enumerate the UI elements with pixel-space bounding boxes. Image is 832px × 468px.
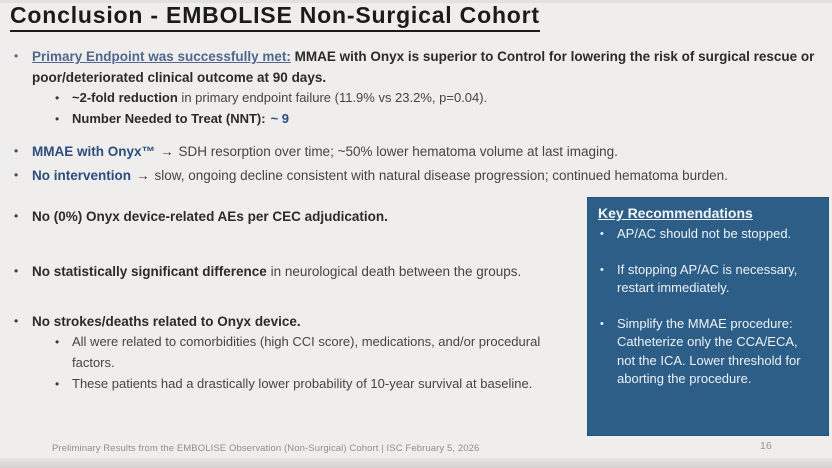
no-intervention-lead: No intervention bbox=[32, 168, 132, 183]
nnt-value: ~ 9 bbox=[270, 111, 290, 126]
primary-endpoint-statement: MMAE with Onyx is superior to Control for lowering the risk of surgical rescue or poor/deteriorated clinical outcome at 90 days. bbox=[32, 49, 815, 85]
slide-bottom-edge bbox=[0, 458, 832, 468]
recommendation-apac: AP/AC should not be stopped. bbox=[617, 226, 792, 241]
bullet-icon: • bbox=[14, 264, 19, 278]
bullet-icon: • bbox=[14, 209, 19, 223]
bullet-mmae-onyx bbox=[14, 141, 618, 162]
no-intervention-outcome: slow, ongoing decline consistent with natural disease progression; continued hematoma burden. bbox=[154, 168, 728, 183]
no-strokes-statement: No strokes/deaths related to Onyx device. bbox=[32, 314, 301, 329]
page-number: 16 bbox=[760, 440, 772, 452]
slide-footer: Preliminary Results from the EMBOLISE Observation (Non-Surgical) Cohort | ISC February 5, 2026 bbox=[52, 443, 480, 454]
bullet-icon: • bbox=[600, 228, 604, 240]
sub-bullet-comorbidities bbox=[55, 332, 542, 373]
arrow-icon: → bbox=[136, 168, 150, 183]
key-recommendation-item bbox=[598, 225, 818, 244]
recommendation-restart: If stopping AP/AC is necessary, restart immediately. bbox=[617, 261, 798, 295]
comorbidities-detail: All were related to comorbidities (high CCI score), medications, and/or procedural factors. bbox=[72, 334, 541, 370]
bullet-no-intervention bbox=[14, 165, 728, 186]
no-aes-statement: No (0%) Onyx device-related AEs per CEC adjudication. bbox=[32, 209, 388, 224]
reduction-detail: in primary endpoint failure (11.9% vs 23.2%, p=0.04). bbox=[177, 90, 488, 105]
sub-bullet-nnt bbox=[55, 109, 289, 130]
primary-endpoint-lead: Primary Endpoint was successfully met: bbox=[32, 49, 291, 64]
bullet-icon: • bbox=[600, 317, 604, 330]
bullet-icon: • bbox=[55, 91, 60, 105]
key-recommendations-box bbox=[588, 198, 828, 435]
recommendation-simplify: Simplify the MMAE procedure: Catheterize only the CCA/ECA, not the ICA. Lower threshold for aborting the procedure. bbox=[617, 315, 801, 386]
bullet-icon: • bbox=[14, 314, 19, 328]
bullet-no-aes bbox=[14, 206, 388, 227]
mmae-onyx-lead: MMAE with Onyx™ bbox=[32, 144, 156, 159]
bullet-icon: • bbox=[600, 263, 604, 276]
bullet-icon: • bbox=[55, 112, 60, 126]
reduction-bold: ~2-fold reduction bbox=[72, 90, 178, 105]
slide-title bbox=[10, 2, 540, 32]
sub-bullet-survival bbox=[55, 374, 542, 395]
survival-detail: These patients had a drastically lower probability of 10-year survival at baseline. bbox=[72, 376, 533, 391]
mortality-bold: No statistically significant difference bbox=[32, 264, 267, 279]
bullet-icon: • bbox=[14, 144, 19, 158]
arrow-icon: → bbox=[160, 144, 174, 159]
mmae-onyx-outcome: SDH resorption over time; ~50% lower hematoma volume at last imaging. bbox=[178, 144, 618, 159]
slide-title-text: Conclusion - EMBOLISE Non-Surgical Cohort bbox=[10, 2, 540, 32]
key-recommendations-title: Key Recommendations bbox=[598, 205, 753, 221]
bullet-icon: • bbox=[55, 335, 60, 349]
bullet-icon: • bbox=[14, 168, 19, 182]
mortality-detail: in neurological death between the groups. bbox=[266, 264, 522, 279]
key-recommendation-item bbox=[598, 261, 818, 298]
bullet-icon: • bbox=[14, 49, 19, 63]
sub-bullet-reduction bbox=[55, 88, 487, 109]
bullet-no-strokes bbox=[14, 311, 301, 332]
nnt-label: Number Needed to Treat (NNT): bbox=[72, 111, 266, 126]
bullet-primary-endpoint bbox=[14, 46, 830, 88]
bullet-icon: • bbox=[55, 377, 60, 391]
bullet-mortality bbox=[14, 261, 521, 282]
key-recommendation-item bbox=[598, 315, 818, 389]
